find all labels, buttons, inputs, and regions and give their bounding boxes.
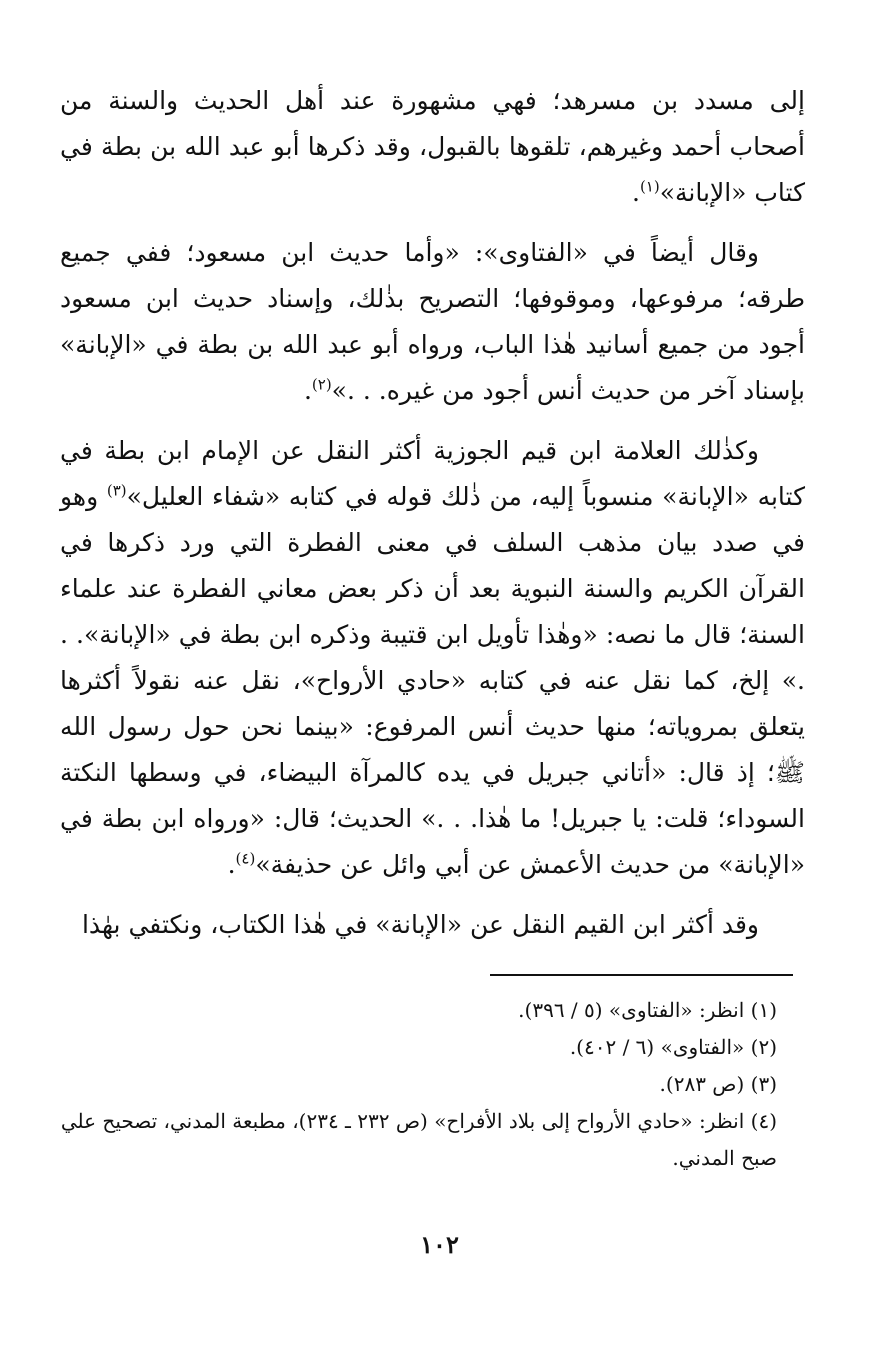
footnote-ref-4: (٤) [235, 849, 256, 868]
paragraph-2-text: وقال أيضاً في «الفتاوى»: «وأما حديث ابن مسعود؛ ففي جميع طرقه؛ مرفوعها، وموقوفها؛ التصريح بذٰلك، وإسناد حديث ابن مسعود أجود من جميع أسانيد هٰذا الباب، ورواه أبو عبد الله بن بطة في «الإبانة» بإسناد آخر من حديث أنس أجود من غيره. . .» [60, 238, 805, 405]
paragraph-1-end: . [631, 178, 640, 207]
footnote-ref-1: (١) [639, 177, 660, 196]
footnote-4: (٤) انظر: «حادي الأرواح إلى بلاد الأفراح» (ص ٢٣٢ ـ ٢٣٤)، مطبعة المدني، تصحيح علي صبح المدني. [60, 1109, 777, 1170]
page-number: ١٠٢ [420, 1230, 459, 1259]
footnote-ref-3: (٣) [106, 481, 127, 500]
footnotes [60, 992, 805, 1177]
paragraph-3-text-after: وهو في صدد بيان مذهب السلف في معنى الفطرة التي ورد ذكرها في القرآن الكريم والسنة النبوية بعد أن ذكر بعض معاني الفطرة عند علماء السنة؛ قال ما نصه: «وهٰذا تأويل ابن قتيبة وذكره ابن بطة في «الإبانة». . .» إلخ، كما نقل عنه في كتابه «حادي الأرواح»، نقل عنه نقولاً أكثرها يتعلق بمروياته؛ منها حديث أنس المرفوع: «بينما نحن حول رسول الله ﷺ؛ إذ قال: «أتاني جبريل في يده كالمرآة البيضاء، في وسطها النكتة السوداء؛ قلت: يا جبريل! ما هٰذا. . .» الحديث؛ قال: «ورواه ابن بطة في «الإبانة» من حديث الأعمش عن أبي وائل عن حذيفة» [60, 482, 805, 879]
paragraph-3-end: . [227, 850, 236, 879]
paragraph-1-text: إلى مسدد بن مسرهد؛ فهي مشهورة عند أهل الحديث والسنة من أصحاب أحمد وغيرهم، تلقوها بالقبول، وقد ذكرها أبو عبد الله بن بطة في كتاب «الإبانة» [60, 86, 805, 207]
paragraph-2-end: . [303, 376, 312, 405]
paragraph-4-text: وقد أكثر ابن القيم النقل عن «الإبانة» في هٰذا الكتاب، ونكتفي بهٰذا [81, 910, 759, 939]
footnote-1: (١) انظر: «الفتاوى» (٥ / ٣٩٦). [518, 998, 777, 1022]
paragraph-1 [60, 78, 805, 216]
footnote-2: (٢) «الفتاوى» (٦ / ٤٠٢). [569, 1035, 777, 1059]
main-text [60, 78, 805, 948]
paragraph-3-text-before: وكذٰلك العلامة ابن قيم الجوزية أكثر النقل عن الإمام ابن بطة في كتابه «الإبانة» منسوباً إليه، من ذٰلك قوله في كتابه «شفاء العليل» [60, 436, 805, 511]
footnote-3: (٣) (ص ٢٨٣). [659, 1072, 777, 1096]
footnote-divider [490, 974, 793, 976]
paragraph-4 [60, 902, 805, 948]
paragraph-3 [60, 428, 805, 888]
paragraph-2 [60, 230, 805, 414]
footnote-ref-2: (٢) [311, 375, 332, 394]
